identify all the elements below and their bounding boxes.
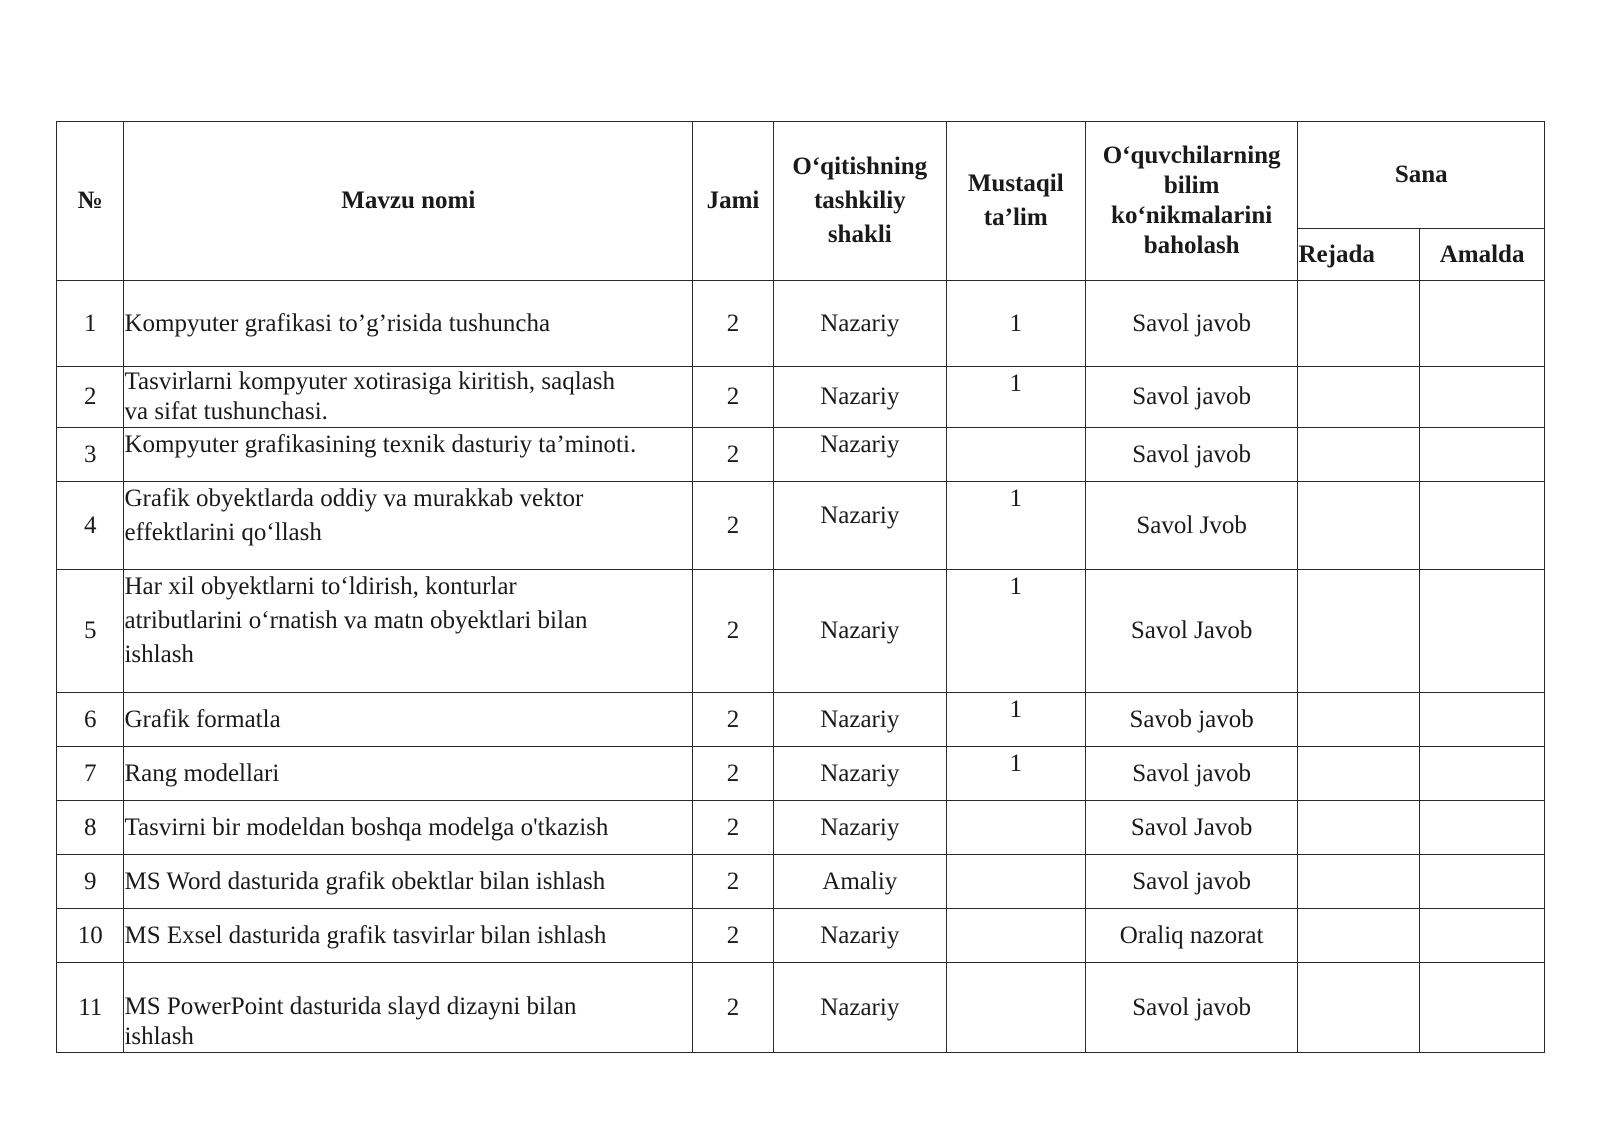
row-actual-date <box>1420 693 1545 747</box>
row-topic <box>124 963 693 1053</box>
row-evaluation: Savol javob <box>1085 963 1298 1053</box>
row-evaluation: Savol Javob <box>1085 801 1298 855</box>
row-total: 2 <box>693 428 774 482</box>
table-row <box>57 482 1545 570</box>
row-total: 2 <box>693 801 774 855</box>
row-number: 10 <box>57 909 124 963</box>
row-planned-date <box>1298 570 1420 693</box>
row-total: 2 <box>693 281 774 367</box>
row-evaluation: Savol javob <box>1085 747 1298 801</box>
row-topic-line: effektlarini qo‘llash <box>124 519 322 546</box>
row-self-study <box>946 855 1085 909</box>
row-self-study: 1 <box>946 482 1085 570</box>
row-topic <box>124 909 693 963</box>
row-self-study: 1 <box>946 281 1085 367</box>
row-actual-date <box>1420 281 1545 367</box>
table-row <box>57 747 1545 801</box>
table-row <box>57 963 1545 1053</box>
row-topic <box>124 281 693 367</box>
row-self-study <box>946 963 1085 1053</box>
row-planned-date <box>1298 482 1420 570</box>
row-number: 8 <box>57 801 124 855</box>
row-actual-date <box>1420 909 1545 963</box>
header-form-line: O‘qitishning <box>792 153 928 180</box>
header-number: № <box>57 122 124 281</box>
header-topic: Mavzu nomi <box>124 122 693 281</box>
row-total: 2 <box>693 570 774 693</box>
header-self-line: ta’lim <box>983 204 1048 231</box>
header-form-line: tashkiliy <box>813 187 906 214</box>
row-number: 11 <box>57 963 124 1053</box>
row-self-study <box>946 428 1085 482</box>
row-self-study: 1 <box>946 693 1085 747</box>
header-eval-line: ko‘nikmalarini <box>1111 202 1273 229</box>
row-form: Nazariy <box>773 909 946 963</box>
table-row <box>57 693 1545 747</box>
row-topic-line: va sifat tushunchasi. <box>124 398 328 425</box>
header-evaluation <box>1085 122 1298 281</box>
row-number: 7 <box>57 747 124 801</box>
row-topic-line: atributlarini o‘rnatish va matn obyektlari bilan <box>124 607 588 634</box>
header-eval-line: O‘quvchilarning <box>1102 142 1281 169</box>
row-evaluation: Oraliq nazorat <box>1085 909 1298 963</box>
row-total: 2 <box>693 482 774 570</box>
row-topic <box>124 428 693 482</box>
row-form: Nazariy <box>773 747 946 801</box>
row-number: 3 <box>57 428 124 482</box>
row-form: Nazariy <box>773 367 946 428</box>
row-form: Nazariy <box>773 801 946 855</box>
row-number: 6 <box>57 693 124 747</box>
header-form-line: shakli <box>827 221 892 248</box>
row-actual-date <box>1420 963 1545 1053</box>
header-planned: Rejada <box>1298 229 1420 281</box>
header-eval-line: baholash <box>1143 232 1240 259</box>
row-evaluation: Savol Javob <box>1085 570 1298 693</box>
header-date: Sana <box>1298 122 1545 229</box>
row-topic-line: Kompyuter grafikasi to’g’risida tushuncha <box>124 309 551 337</box>
row-planned-date <box>1298 747 1420 801</box>
row-evaluation: Savol Jvob <box>1085 482 1298 570</box>
header-self-line: Mustaqil <box>967 170 1064 197</box>
row-actual-date <box>1420 855 1545 909</box>
row-topic-line: Tasvirni bir modeldan boshqa modelga o'tkazish <box>124 813 609 841</box>
row-planned-date <box>1298 801 1420 855</box>
row-topic-line: Kompyuter grafikasining texnik dasturiy ta’minoti. <box>124 431 637 458</box>
row-total: 2 <box>693 747 774 801</box>
row-topic-line: Grafik obyektlarda oddiy va murakkab vektor <box>124 485 584 512</box>
row-topic-line: MS PowerPoint dasturida slayd dizayni bilan <box>124 993 577 1020</box>
table-row <box>57 570 1545 693</box>
row-planned-date <box>1298 855 1420 909</box>
header-eval-line: bilim <box>1163 172 1220 199</box>
row-form: Nazariy <box>773 693 946 747</box>
row-total: 2 <box>693 855 774 909</box>
row-topic-line: MS Word dasturida grafik obektlar bilan ishlash <box>124 867 606 895</box>
row-topic-line: ishlash <box>124 641 194 668</box>
row-form: Nazariy <box>773 482 946 570</box>
row-planned-date <box>1298 428 1420 482</box>
table-row <box>57 855 1545 909</box>
row-topic-line: MS Exsel dasturida grafik tasvirlar bilan ishlash <box>124 921 607 949</box>
lesson-plan-table <box>56 121 1545 1053</box>
header-self-study <box>946 122 1085 281</box>
row-topic-line: Rang modellari <box>124 759 280 787</box>
row-actual-date <box>1420 747 1545 801</box>
row-topic-line: Grafik formatla <box>124 705 281 733</box>
table-row <box>57 801 1545 855</box>
row-number: 2 <box>57 367 124 428</box>
row-planned-date <box>1298 281 1420 367</box>
row-actual-date <box>1420 367 1545 428</box>
row-form: Nazariy <box>773 281 946 367</box>
row-topic <box>124 367 693 428</box>
row-self-study: 1 <box>946 570 1085 693</box>
table-row <box>57 428 1545 482</box>
row-topic <box>124 570 693 693</box>
row-form: Amaliy <box>773 855 946 909</box>
table-row <box>57 909 1545 963</box>
row-number: 1 <box>57 281 124 367</box>
row-form: Nazariy <box>773 963 946 1053</box>
row-topic <box>124 855 693 909</box>
row-topic-line: ishlash <box>124 1023 194 1050</box>
row-total: 2 <box>693 367 774 428</box>
row-form: Nazariy <box>773 428 946 482</box>
row-total: 2 <box>693 909 774 963</box>
table-row <box>57 281 1545 367</box>
row-number: 4 <box>57 482 124 570</box>
header-actual: Amalda <box>1420 229 1545 281</box>
row-self-study <box>946 909 1085 963</box>
row-evaluation: Savob javob <box>1085 693 1298 747</box>
row-actual-date <box>1420 801 1545 855</box>
row-evaluation: Savol javob <box>1085 367 1298 428</box>
row-actual-date <box>1420 428 1545 482</box>
row-topic <box>124 747 693 801</box>
row-form: Nazariy <box>773 570 946 693</box>
header-total: Jami <box>693 122 774 281</box>
row-planned-date <box>1298 909 1420 963</box>
row-planned-date <box>1298 367 1420 428</box>
row-self-study: 1 <box>946 367 1085 428</box>
row-evaluation: Savol javob <box>1085 281 1298 367</box>
row-number: 9 <box>57 855 124 909</box>
row-number: 5 <box>57 570 124 693</box>
row-topic-line: Tasvirlarni kompyuter xotirasiga kiritish, saqlash <box>124 368 615 395</box>
header-form <box>773 122 946 281</box>
header-row <box>57 122 1545 229</box>
row-evaluation: Savol javob <box>1085 428 1298 482</box>
row-topic-line: Har xil obyektlarni to‘ldirish, konturlar <box>124 573 517 600</box>
row-evaluation: Savol javob <box>1085 855 1298 909</box>
row-planned-date <box>1298 693 1420 747</box>
row-actual-date <box>1420 482 1545 570</box>
row-total: 2 <box>693 693 774 747</box>
row-self-study <box>946 801 1085 855</box>
row-actual-date <box>1420 570 1545 693</box>
row-topic <box>124 482 693 570</box>
row-topic <box>124 801 693 855</box>
row-total: 2 <box>693 963 774 1053</box>
row-topic <box>124 693 693 747</box>
row-planned-date <box>1298 963 1420 1053</box>
row-self-study: 1 <box>946 747 1085 801</box>
table-row <box>57 367 1545 428</box>
